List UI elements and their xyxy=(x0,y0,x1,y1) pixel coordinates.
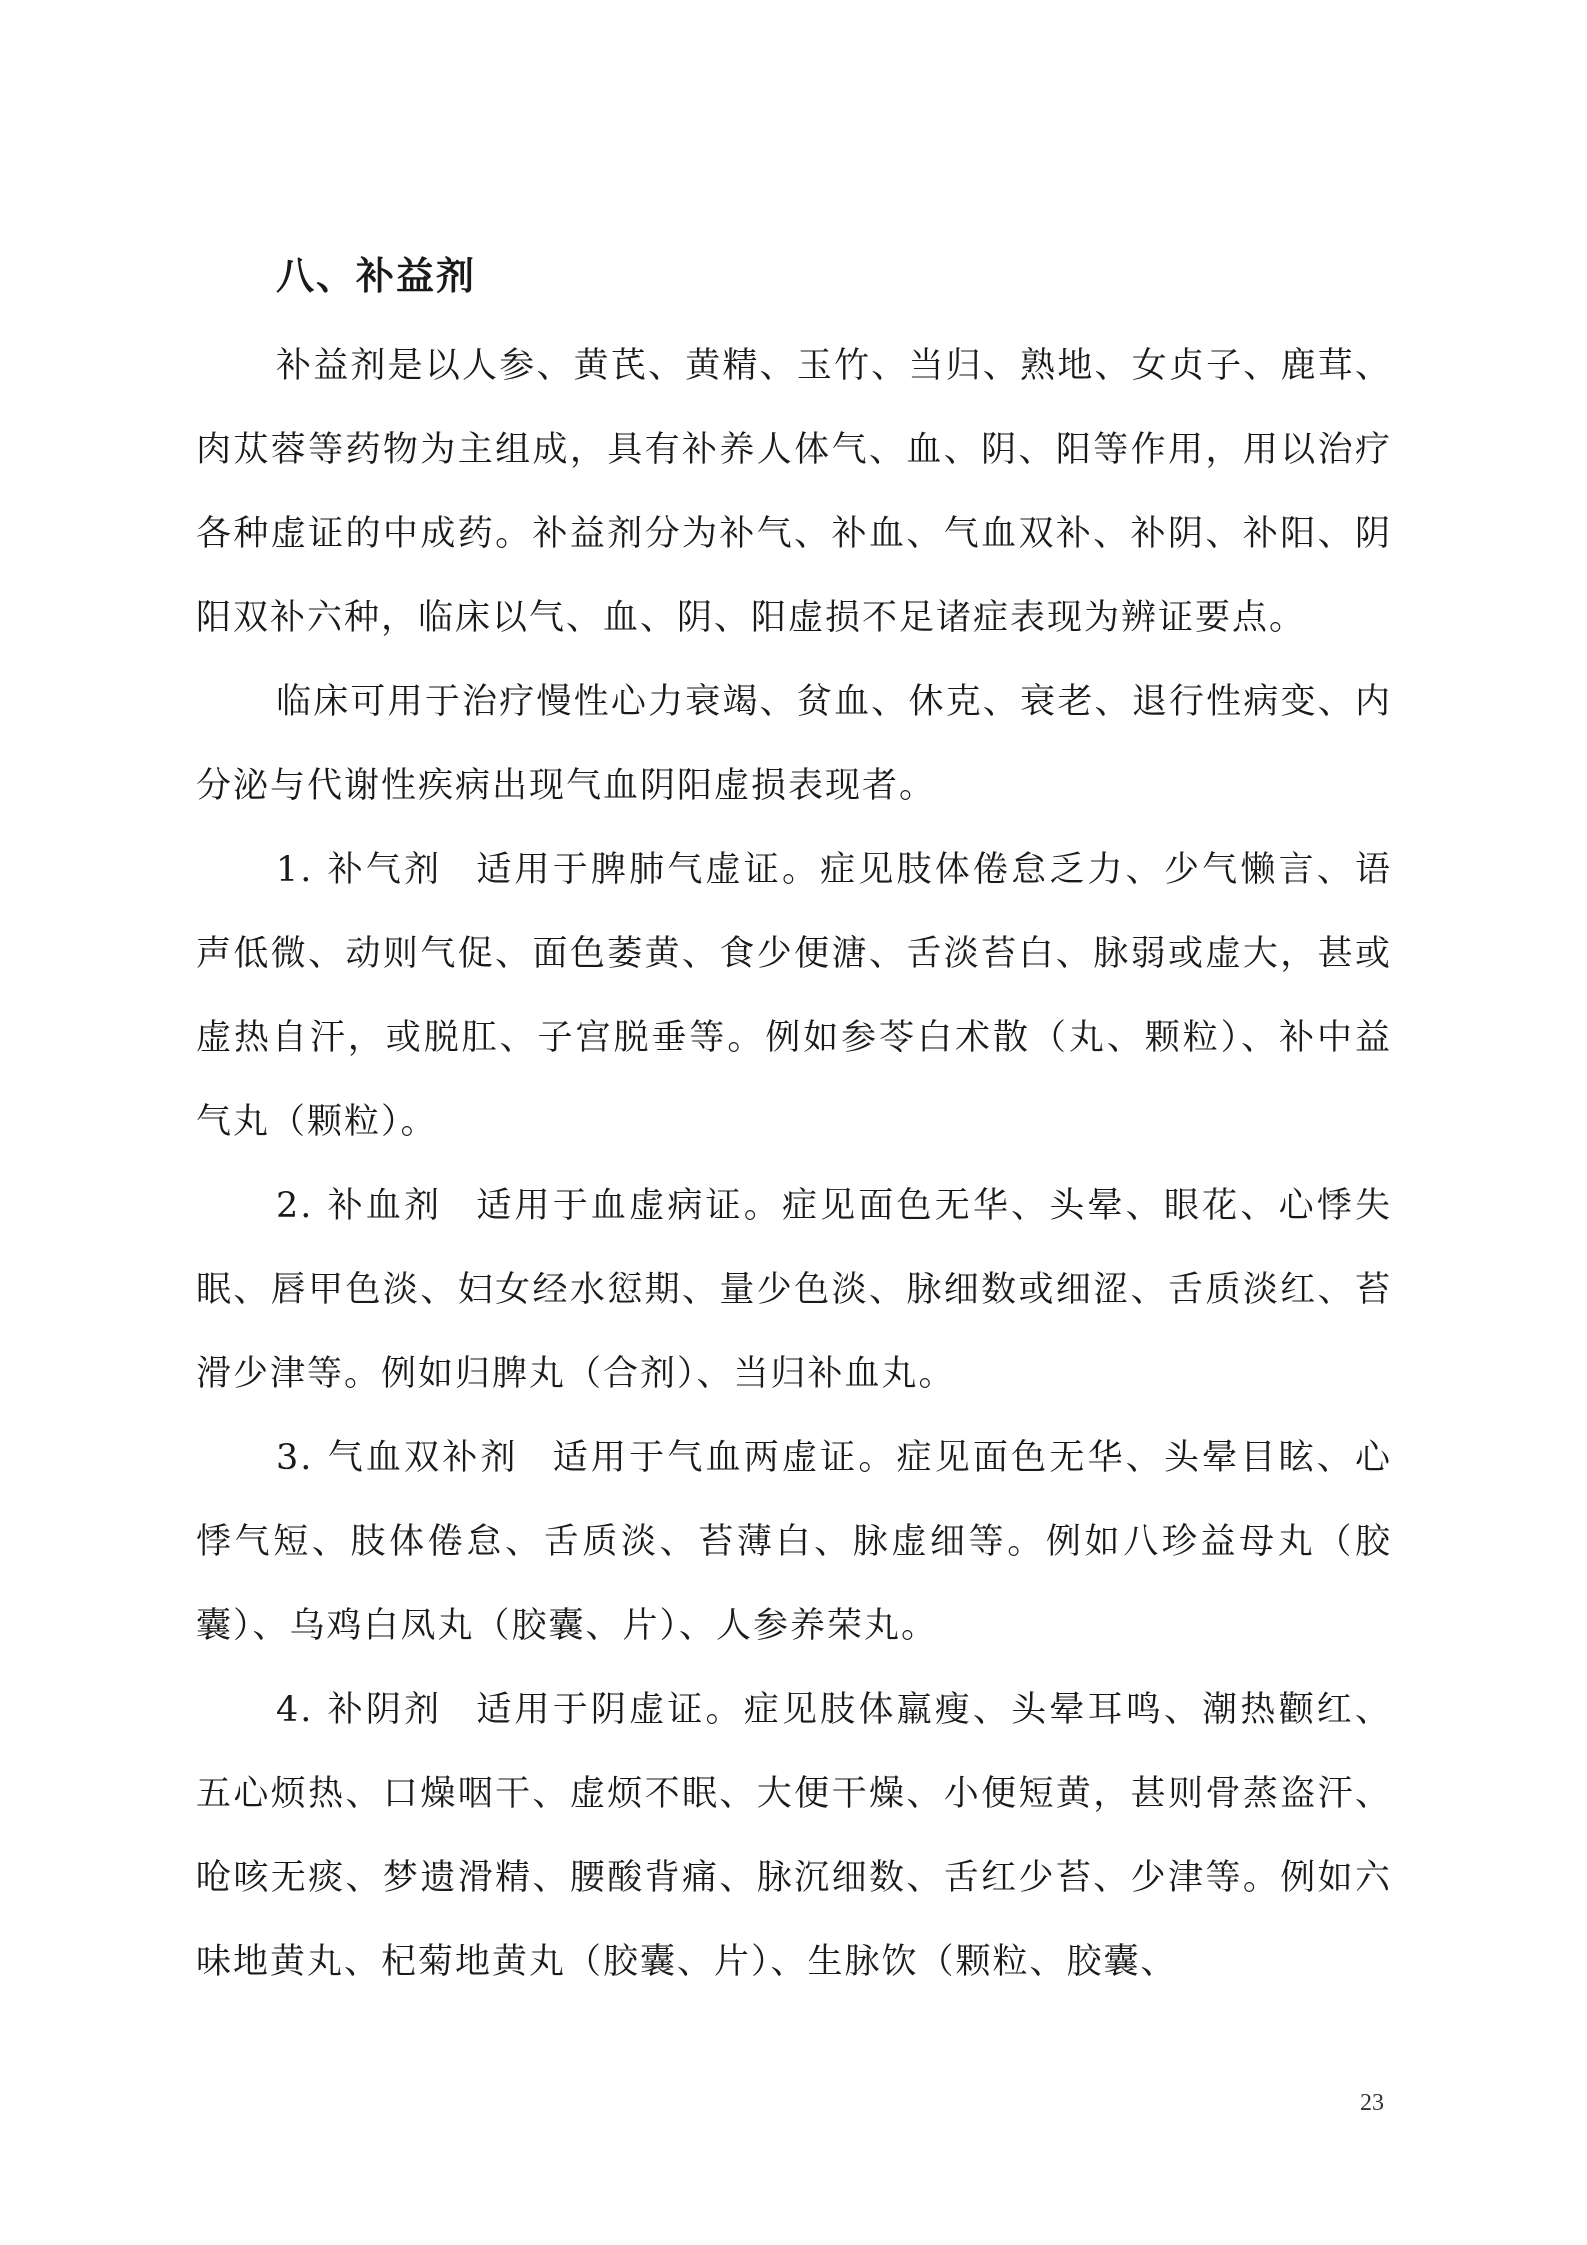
intro-paragraph: 补益剂是以人参、黄芪、黄精、玉竹、当归、熟地、女贞子、鹿茸、肉苁蓉等药物为主组成，具有补养人体气、血、阴、阳等作用，用以治疗各种虚证的中成药。补益剂分为补气、补血、气血双补、补阴、补阳、阴阳双补六种，临床以气、血、阴、阳虚损不足诸症表现为辨证要点。 xyxy=(196,346,1392,638)
item-label: 4. 补阴剂 xyxy=(276,1690,443,1730)
list-item-yin-tonic xyxy=(196,1668,1392,2004)
page-body xyxy=(196,248,1392,2004)
section-heading: 八、补益剂 xyxy=(276,254,477,298)
item-label: 1. 补气剂 xyxy=(276,850,443,890)
item-text: 适用于脾肺气虚证。症见肢体倦怠乏力、少气懒言、语声低微、动则气促、面色萎黄、食少便溏、舌淡苔白、脉弱或虚大，甚或虚热自汗，或脱肛、子宫脱垂等。例如参苓白术散（丸、颗粒）、补中益气丸（颗粒）。 xyxy=(196,850,1392,1142)
item-label: 3. 气血双补剂 xyxy=(276,1438,519,1478)
item-label: 2. 补血剂 xyxy=(276,1186,443,1226)
clinical-use-paragraph: 临床可用于治疗慢性心力衰竭、贫血、休克、衰老、退行性病变、内分泌与代谢性疾病出现气血阴阳虚损表现者。 xyxy=(196,682,1392,806)
page-number: 23 xyxy=(1360,2090,1384,2116)
item-text: 适用于血虚病证。症见面色无华、头晕、眼花、心悸失眠、唇甲色淡、妇女经水愆期、量少色淡、脉细数或细涩、舌质淡红、苔滑少津等。例如归脾丸（合剂）、当归补血丸。 xyxy=(196,1186,1392,1394)
item-text: 适用于阴虚证。症见肢体羸瘦、头晕耳鸣、潮热颧红、五心烦热、口燥咽干、虚烦不眠、大便干燥、小便短黄，甚则骨蒸盗汗、呛咳无痰、梦遗滑精、腰酸背痛、脉沉细数、舌红少苔、少津等。例如六味地黄丸、杞菊地黄丸（胶囊、片）、生脉饮（颗粒、胶囊、 xyxy=(196,1690,1392,1982)
list-item-qi-tonic xyxy=(196,828,1392,1164)
item-text: 适用于气血两虚证。症见面色无华、头晕目眩、心悸气短、肢体倦怠、舌质淡、苔薄白、脉虚细等。例如八珍益母丸（胶囊）、乌鸡白凤丸（胶囊、片）、人参养荣丸。 xyxy=(196,1438,1392,1646)
list-item-qi-blood-tonic xyxy=(196,1416,1392,1668)
list-item-blood-tonic xyxy=(196,1164,1392,1416)
